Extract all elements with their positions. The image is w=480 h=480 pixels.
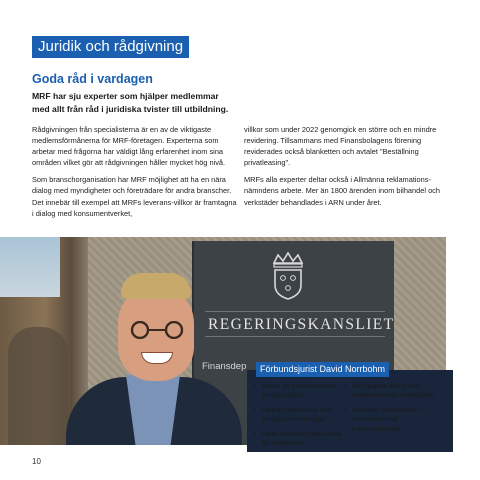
coat-of-arms-icon	[266, 251, 310, 301]
fact-box-title: Förbundsjurist David Norrbohm	[256, 362, 389, 377]
article-heading: Goda råd i vardagen	[32, 72, 153, 86]
fact-box-left-list	[253, 382, 345, 453]
person-shirt	[126, 375, 180, 445]
section-banner: Juridik och rådgivning	[32, 36, 189, 58]
plaque-rule	[205, 311, 385, 312]
list-item: • Hjälper medlemmar med juridiska formuleringar	[253, 406, 345, 425]
list-item: • Har löpande dialog med makthavare och myndigheter	[343, 382, 447, 401]
person-hair	[121, 273, 191, 299]
window-sky	[0, 237, 60, 297]
body-paragraph: MRFs alla experter deltar också i Allmänna reklamations-nämndens arbete. Mer än 1800 ärenden inom bilhandel och verkstäder behandlades i ARN under året.	[244, 175, 440, 207]
plaque-rule	[205, 336, 385, 337]
plaque-text: REGERINGSKANSLIET	[208, 316, 395, 333]
fact-box-right-list	[343, 382, 447, 439]
lead-paragraph: MRF har sju experter som hjälper medlemmar med allt från råd i juridiska tvister till utbildning.	[32, 91, 229, 114]
background-person	[8, 327, 68, 445]
sign-text: Finansdep	[202, 361, 247, 372]
left-column	[32, 124, 237, 225]
list-item: • Utvecklar branschavtal i samverkan med konsumentverket	[343, 406, 447, 434]
body-paragraph: Rådgivningen från specialisterna är en av de viktigaste medlemsförmånerna för MRF-företagen. Experterna som arbetar med frågorna har väldigt lång erfarenhet inom sina områden vilket gör att rådgivningen håller mycket hög nivå.	[32, 125, 226, 168]
list-item: • Håller skräddarsydda kurser för medlemmar	[253, 430, 345, 449]
body-paragraph: villkor som under 2022 genomgick en större och en mindre revidering. Tillsammans med Finansbolagens förening reviderades också blanketten och avtalet "Beställning privatleasing".	[244, 125, 437, 168]
list-item: • Svarar på medlemmarnas juridiska frågor	[253, 382, 345, 401]
body-paragraph: Som branschorganisation har MRF möjlighet att ha en nära dialog med myndigheter och företrädare för andra branscher. Det innebär till exempel att MRFs leverans-villkor är framtagna i dialog med konsumentverket,	[32, 175, 237, 218]
glasses-icon	[126, 321, 188, 339]
right-column	[244, 124, 454, 214]
page-number: 10	[32, 457, 41, 466]
